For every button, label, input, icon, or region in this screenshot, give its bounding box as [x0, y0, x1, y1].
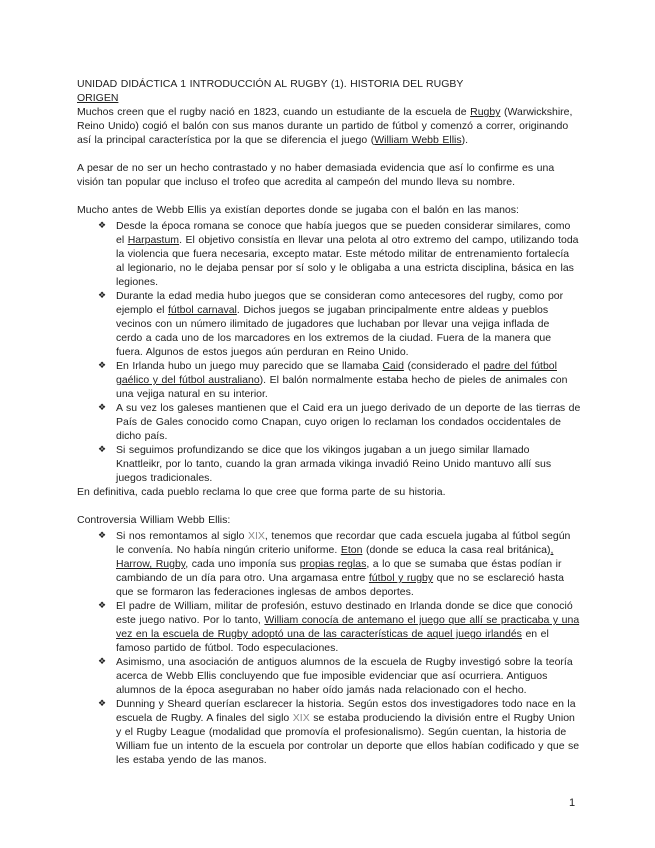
bullet-icon: ❖	[98, 601, 107, 611]
text-line	[116, 373, 567, 387]
list-item-text	[116, 289, 563, 359]
text-line	[116, 429, 580, 443]
intro-paragraph	[77, 105, 655, 147]
text-segment: al legionario, no le dejaba pensar por sí solo y le obligaba a una estricta disciplina, básica en las	[116, 262, 574, 274]
text-segment: una vejiga natural en su interior.	[116, 388, 268, 400]
bullet-icon: ❖	[98, 699, 107, 709]
text-line	[116, 359, 567, 373]
text-line	[116, 457, 551, 471]
text-line	[116, 599, 579, 613]
text-line	[116, 247, 579, 261]
bullet-icon: ❖	[98, 445, 107, 455]
text-line	[116, 571, 570, 585]
section-heading-origen: ORIGEN	[77, 92, 119, 104]
page-number: 1	[569, 797, 576, 809]
list-item-text	[116, 401, 580, 443]
text-segment: , cada uno imponía sus	[185, 558, 300, 570]
text-segment: así la principal característica por la que se diferencia el juego (	[77, 134, 375, 146]
text-line	[116, 683, 573, 697]
text-line	[116, 387, 567, 401]
list-item	[77, 443, 655, 485]
list-item-text	[116, 697, 579, 767]
list-item-text	[116, 443, 551, 485]
text-line	[116, 585, 570, 599]
text-line	[116, 529, 570, 543]
text-segment: la violencia que fuera necesaria, excepto matar. Este método militar de entrenamiento fortalecía	[116, 248, 570, 260]
text-line	[116, 331, 563, 345]
text-segment: ejemplo el	[116, 304, 168, 316]
text-segment: El padre de William, militar de profesión, estuvo destinado en Irlanda donde se dice que conoció	[116, 600, 573, 612]
controversy-list	[77, 529, 655, 767]
text-segment: Asimismo, una asociación de antiguos alumnos de la escuela de Rugby investigó sobre la teoría	[116, 656, 573, 668]
text-line	[116, 669, 573, 683]
text-line	[116, 471, 551, 485]
text-segment: escuela de Rugby. A finales del siglo	[116, 712, 293, 724]
text-segment: y el Rugby League (modalidad que promovía el profesionalismo). Según cuentan, la historia de	[116, 726, 567, 738]
text-line	[116, 753, 579, 767]
text-segment: cerdo a cada uno de los marcadores en los extremos de la ciudad. Fuera de la manera que	[116, 332, 552, 344]
text-segment: En Irlanda hubo un juego muy parecido que se llamaba	[116, 360, 383, 372]
text-segment: A pesar de no ser un hecho contrastado y no haber demasiada evidencia que así lo confirme es una	[77, 162, 555, 174]
list-item	[77, 401, 655, 443]
text-line	[77, 105, 655, 119]
text-line	[77, 133, 655, 147]
list-item-text	[116, 529, 570, 599]
text-line	[116, 261, 579, 275]
text-segment: Si nos remontamos al siglo	[116, 530, 248, 542]
pre-ellis-intro: Mucho antes de Webb Ellis ya existían deportes donde se jugaba con el balón en las manos:	[77, 204, 519, 216]
paragraph-spacer	[77, 499, 655, 513]
text-segment: en el	[521, 628, 549, 640]
list-item	[77, 655, 655, 697]
paragraph-spacer	[77, 147, 655, 161]
text-segment: Dunning y Sheard querían esclarecer la historia. Según estos dos investigadores todo nace en la	[116, 698, 576, 710]
text-segment: . El objetivo consistía en llevar una pelota al otro extremo del campo, utilizando toda	[179, 234, 579, 246]
list-item	[77, 599, 655, 655]
text-segment: famoso partido de fútbol. Todo especulaciones.	[116, 642, 339, 654]
text-line	[116, 655, 573, 669]
text-line	[116, 303, 563, 317]
text-segment: visión tan popular que incluso el trofeo que acredita al campeón del mundo lleva su nombre.	[77, 176, 516, 188]
text-segment: A su vez los galeses mantienen que el Caid era un juego derivado de un deporte de las tierras de	[116, 402, 581, 414]
list-item	[77, 289, 655, 359]
text-line	[116, 275, 579, 289]
list-item-text	[116, 219, 579, 289]
hyperlink[interactable]: fútbol carnaval	[167, 304, 237, 316]
hyperlink[interactable]: Eton	[340, 544, 363, 556]
list-item-text	[116, 655, 573, 697]
text-line	[116, 443, 551, 457]
text-segment: XIX	[292, 712, 310, 724]
text-segment: XIX	[247, 530, 265, 542]
text-line	[116, 697, 579, 711]
hyperlink[interactable]: William Webb Ellis	[374, 134, 462, 146]
text-segment: William fue un intento de la escuela por controlar un deporte que ellos habían codificado y que se	[116, 740, 580, 752]
hyperlink[interactable]: fútbol y rugby	[368, 572, 434, 584]
hyperlink[interactable]: propias reglas	[299, 558, 367, 570]
text-segment: Durante la edad media hubo juegos que se consideran como antecesores del rugby, como por	[116, 290, 564, 302]
conclusion-paragraph: En definitiva, cada pueblo reclama lo que cree que forma parte de su historia.	[77, 486, 446, 498]
controversy-heading: Controversia William Webb Ellis:	[77, 514, 231, 526]
text-segment: se estaba produciendo la división entre el Rugby Union	[309, 712, 575, 724]
hyperlink[interactable]: Harrow, Rugby	[116, 558, 186, 570]
text-segment: fuera. Algunos de estos juegos aún perduran en Reino Unido.	[116, 346, 409, 358]
text-segment: cambiando de un día para otro. Una argamasa entre	[116, 572, 369, 584]
text-segment: Muchos creen que el rugby nació en 1823, cuando un estudiante de la escuela de	[77, 106, 471, 118]
paragraph-spacer	[77, 189, 655, 203]
text-segment: (considerado el	[403, 360, 484, 372]
text-segment: ). El balón normalmente estaba hecho de pieles de animales con	[259, 374, 568, 386]
text-segment: Si seguimos profundizando se dice que los vikingos jugaban a un juego similar llamado	[116, 444, 530, 456]
text-segment: (Warwickshire,	[500, 106, 573, 118]
hyperlink[interactable]: Rugby	[470, 106, 501, 118]
text-segment: le convenía. No había ningún criterio uniforme.	[116, 544, 341, 556]
text-line	[116, 627, 579, 641]
hyperlink[interactable]: ,	[550, 544, 554, 556]
text-segment: Reino Unido) cogió el balón con sus manos durante un partido de fútbol y comenzó a correr, originando	[77, 120, 569, 132]
text-segment: dicho país.	[116, 430, 168, 442]
bullet-icon: ❖	[98, 221, 107, 231]
text-line	[116, 317, 563, 331]
list-item-text	[116, 599, 579, 655]
text-segment: alumnos de la época aseguraban no haber oído jamás nada relacionado con el hecho.	[116, 684, 527, 696]
text-segment: Knattleikr, por lo tanto, cuando la gran armada vikinga invadió Reino Unido mantuvo allí sus	[116, 458, 552, 470]
text-segment: Desde la época romana se conoce que había juegos que se pueden considerar similares, como	[116, 220, 571, 232]
text-line	[116, 401, 580, 415]
bullet-icon: ❖	[98, 403, 107, 413]
text-segment: legiones.	[116, 276, 159, 288]
text-line	[77, 119, 655, 133]
text-segment: el	[116, 234, 128, 246]
text-segment: este juego nativo. Por lo tanto,	[116, 614, 265, 626]
hyperlink[interactable]: William conocía de antemano el juego que allí se practicaba y una	[264, 614, 580, 626]
text-segment: que no se esclareció hasta	[433, 572, 564, 584]
list-item	[77, 219, 655, 289]
text-segment: acerca de Webb Ellis concluyendo que fue imposible evidenciar que así ocurriera. Antiguos	[116, 670, 548, 682]
text-segment: (donde se educa la casa real británica)	[362, 544, 551, 556]
text-line	[116, 415, 580, 429]
text-line	[116, 289, 563, 303]
document-title: UNIDAD DIDÁCTICA 1 INTRODUCCIÓN AL RUGBY (1). HISTORIA DEL RUGBY	[77, 78, 464, 90]
hyperlink[interactable]: padre del fútbol	[483, 360, 557, 372]
text-line	[116, 613, 579, 627]
list-item	[77, 697, 655, 767]
text-line	[77, 161, 655, 175]
text-segment: País de Gales conocido como Cnapan, cuyo origen lo reclaman los condados occidentales de	[116, 416, 561, 428]
text-line	[116, 543, 570, 557]
text-line	[116, 557, 570, 571]
hyperlink[interactable]: gaélico y del fútbol australiano	[116, 374, 260, 386]
text-line	[116, 219, 579, 233]
text-line	[116, 711, 579, 725]
text-segment: vecinos con un número ilimitado de jugadores que luchaban por llevar una vejiga inflada de	[116, 318, 550, 330]
text-segment: ).	[461, 134, 469, 146]
text-segment: que se formaron las federaciones inglesas de ambos deportes.	[116, 586, 414, 598]
pre-ellis-list	[77, 219, 655, 485]
list-item-text	[116, 359, 567, 401]
text-segment: les estaba yendo de las manos.	[116, 754, 267, 766]
text-segment: juegos tradicionales.	[116, 472, 213, 484]
text-line	[116, 233, 579, 247]
text-segment: , tenemos que recordar que cada escuela jugaba al fútbol según	[264, 530, 571, 542]
bullet-icon: ❖	[98, 531, 107, 541]
bullet-icon: ❖	[98, 291, 107, 301]
text-segment: . Dichos juegos se jugaban principalmente entre aldeas y pueblos	[236, 304, 549, 316]
hyperlink[interactable]: Harpastum	[127, 234, 180, 246]
list-item	[77, 359, 655, 401]
text-line	[116, 739, 579, 753]
list-item	[77, 529, 655, 599]
hyperlink[interactable]: vez en la escuela de Rugby adoptó una de las características de aquel juego irlandés	[116, 628, 522, 640]
text-line	[116, 345, 563, 359]
bullet-icon: ❖	[98, 657, 107, 667]
text-segment: , a lo que se sumaba que éstas podían ir	[366, 558, 562, 570]
text-line	[77, 175, 655, 189]
bullet-icon: ❖	[98, 361, 107, 371]
evidence-paragraph	[77, 161, 655, 189]
text-line	[116, 725, 579, 739]
text-line	[116, 641, 579, 655]
hyperlink[interactable]: Caid	[382, 360, 404, 372]
